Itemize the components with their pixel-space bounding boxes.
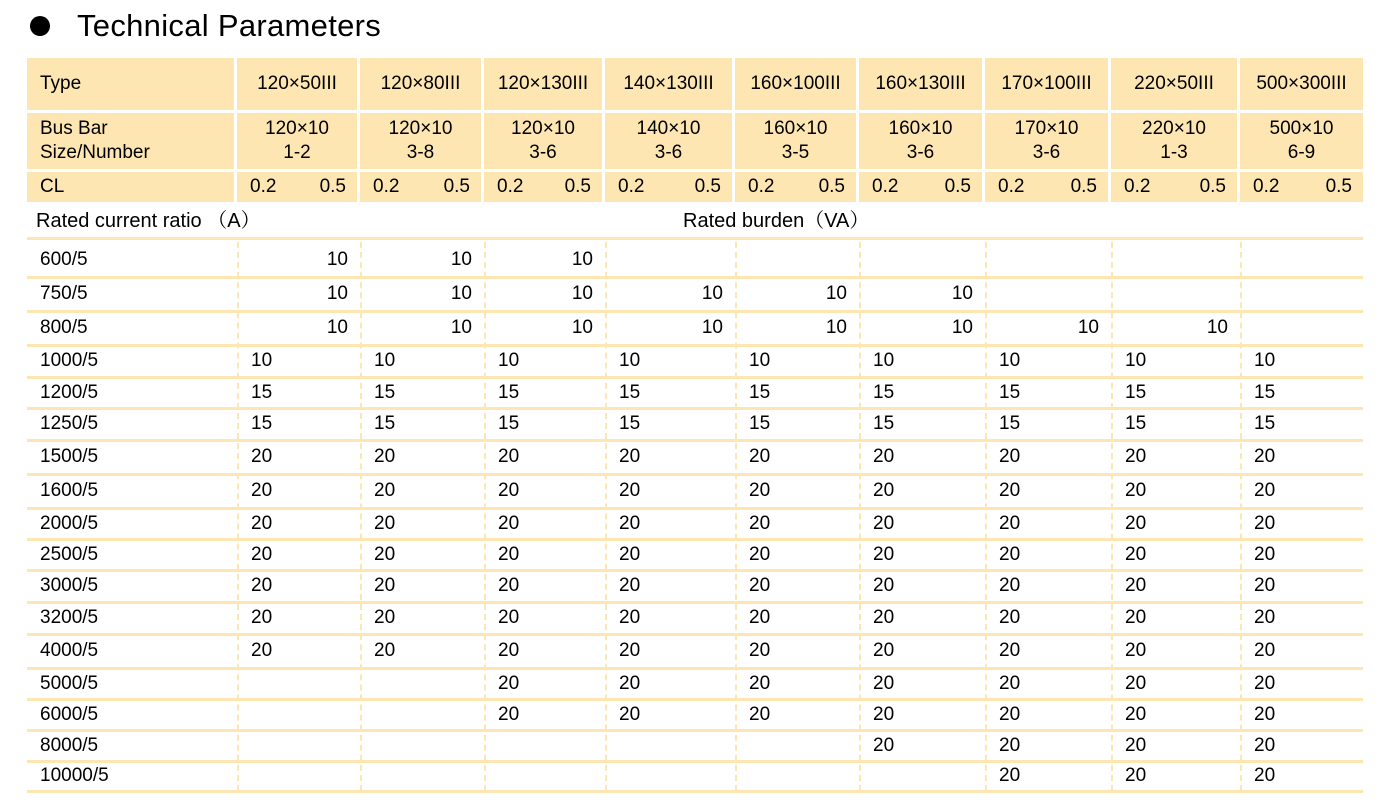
burden-value: 20 [1125,672,1147,694]
table-row [27,279,1363,309]
header-row-type [27,58,1363,110]
type-header-8: 500×300III [1240,58,1363,110]
burden-value [360,701,484,728]
cl-cell-5 [859,172,982,202]
busbar-cell-6 [985,113,1108,169]
burden-value: 20 [999,607,1021,628]
cl-value-0.5: 0.5 [1070,176,1097,197]
busbar-cell-8 [1240,113,1363,169]
burden-value: 20 [999,512,1021,534]
burden-value: 15 [498,381,520,403]
burden-value: 10 [374,350,396,371]
table-row [27,379,1363,406]
burden-value [237,670,360,697]
page-title: Technical Parameters [77,8,382,43]
cl-value-0.5: 0.5 [944,176,971,197]
cl-value-0.2: 0.2 [497,176,524,197]
burden-value: 20 [999,640,1021,661]
table-row [27,442,1363,472]
type-header-5: 160×130III [859,58,982,110]
burden-value: 20 [1254,512,1276,534]
rated-burden-label: Rated burden（VA） [683,210,870,232]
busbar-number: 6-9 [1287,142,1316,163]
burden-value: 15 [749,413,771,434]
burden-value: 20 [1254,446,1276,467]
burden-value [1111,245,1240,275]
busbar-cell-5 [859,113,982,169]
table-row [27,476,1363,506]
burden-value: 10 [951,317,973,338]
table-row [27,701,1363,728]
burden-value [605,732,735,759]
burden-value: 20 [1125,446,1147,467]
burden-value: 15 [1254,413,1276,434]
ratio-label: 4000/5 [40,640,99,661]
burden-value: 20 [999,446,1021,467]
table-row [27,604,1363,632]
cl-cell-0 [237,172,357,202]
burden-value: 20 [873,512,895,534]
burden-value: 20 [498,703,520,725]
burden-value: 15 [873,413,895,434]
ratio-label: 3200/5 [40,607,99,628]
burden-value [484,763,605,789]
type-label: Type [27,58,234,110]
burden-value: 20 [619,480,641,501]
cl-value-0.5: 0.5 [1199,176,1226,197]
burden-value: 20 [498,640,520,661]
burden-value [605,245,735,275]
burden-value: 20 [374,480,396,501]
burden-value: 10 [1254,350,1276,371]
burden-value: 20 [251,543,273,565]
header-row-cl [27,172,1363,202]
cl-cell-4 [735,172,856,202]
burden-value: 20 [1254,765,1276,786]
busbar-cell-0 [237,113,357,169]
burden-value: 20 [873,446,895,467]
row-divider [27,237,1363,240]
burden-value: 20 [873,575,895,596]
ratio-label: 1600/5 [40,480,99,501]
ratio-label: 600/5 [40,249,88,270]
burden-value: 10 [873,350,895,371]
burden-value: 15 [1125,413,1147,434]
burden-value: 10 [825,283,847,304]
burden-value: 20 [873,672,895,694]
burden-value: 20 [999,480,1021,501]
burden-value [1240,245,1363,275]
table-row [27,763,1363,789]
row-divider [27,790,1363,793]
burden-value: 20 [1254,672,1276,694]
burden-value: 15 [619,381,641,403]
burden-value: 20 [1125,640,1147,661]
burden-value: 10 [450,249,472,270]
burden-value: 20 [1254,543,1276,565]
burden-value: 20 [999,575,1021,596]
type-header-4: 160×100III [735,58,856,110]
burden-value: 20 [1125,543,1147,565]
busbar-cell-7 [1111,113,1237,169]
burden-value: 15 [873,381,895,403]
ratio-label: 1000/5 [40,350,99,371]
burden-value: 20 [1125,734,1147,756]
busbar-label-line1: Bus Bar [40,118,108,139]
cl-value-0.2: 0.2 [872,176,899,197]
burden-value: 10 [326,283,348,304]
busbar-number: 3-6 [529,142,557,163]
cl-value-0.2: 0.2 [373,176,400,197]
burden-value: 15 [999,381,1021,403]
burden-value: 20 [873,734,895,756]
burden-value: 20 [619,512,641,534]
burden-value: 15 [749,381,771,403]
table-row [27,313,1363,343]
burden-value [1240,313,1363,343]
burden-value: 10 [999,350,1021,371]
burden-value: 20 [749,640,771,661]
burden-value: 20 [999,703,1021,725]
burden-value: 20 [749,480,771,501]
burden-value: 20 [1254,703,1276,725]
busbar-cell-1 [360,113,481,169]
burden-value: 10 [571,249,593,270]
cl-cell-1 [360,172,481,202]
busbar-cell-3 [605,113,732,169]
header-row-busbar [27,113,1363,169]
type-header-3: 140×130III [605,58,732,110]
burden-value: 20 [251,512,273,534]
cl-value-0.5: 0.5 [694,176,721,197]
burden-value: 10 [1077,317,1099,338]
type-header-0: 120×50III [237,58,357,110]
burden-value: 20 [749,607,771,628]
burden-value: 20 [1254,480,1276,501]
cl-cell-2 [484,172,602,202]
burden-value: 20 [374,575,396,596]
burden-value: 15 [1254,381,1276,403]
burden-value [735,763,859,789]
cl-value-0.5: 0.5 [319,176,346,197]
burden-value: 20 [749,512,771,534]
burden-value: 20 [498,575,520,596]
burden-value: 10 [498,350,520,371]
burden-value: 15 [619,413,641,434]
burden-value: 20 [749,543,771,565]
burden-value [985,279,1111,309]
type-header-7: 220×50III [1111,58,1237,110]
burden-value [1240,279,1363,309]
cl-value-0.5: 0.5 [818,176,845,197]
burden-value: 20 [619,640,641,661]
burden-value: 20 [1125,575,1147,596]
burden-value: 20 [873,640,895,661]
cl-value-0.2: 0.2 [618,176,645,197]
burden-value [360,732,484,759]
burden-value: 20 [873,607,895,628]
type-header-6: 170×100III [985,58,1108,110]
burden-value: 10 [701,283,723,304]
burden-value: 20 [749,575,771,596]
burden-value: 20 [374,512,396,534]
burden-value: 10 [251,350,273,371]
cl-value-0.2: 0.2 [250,176,277,197]
busbar-label-line2: Size/Number [40,142,150,163]
table-row [27,541,1363,568]
cl-value-0.5: 0.5 [1325,176,1352,197]
table-row [27,510,1363,537]
burden-value: 20 [619,543,641,565]
busbar-number: 1-3 [1160,142,1188,163]
burden-value: 20 [999,672,1021,694]
burden-value: 20 [498,543,520,565]
burden-value: 15 [498,413,520,434]
cl-value-0.2: 0.2 [748,176,775,197]
cl-cell-8 [1240,172,1363,202]
busbar-cell-4 [735,113,856,169]
burden-value [1111,279,1240,309]
burden-value: 20 [1125,765,1147,786]
burden-value: 15 [374,381,396,403]
table-row [27,245,1363,275]
burden-value: 20 [619,575,641,596]
burden-value: 10 [326,249,348,270]
burden-value [735,245,859,275]
burden-value: 15 [251,381,273,403]
burden-value: 20 [251,446,273,467]
busbar-label [27,113,234,169]
burden-value: 20 [374,640,396,661]
burden-value: 10 [450,283,472,304]
ratio-label: 800/5 [40,317,88,338]
burden-value: 20 [619,446,641,467]
burden-value: 10 [571,283,593,304]
busbar-size: 140×10 [636,118,701,139]
burden-value: 10 [1125,350,1147,371]
burden-value: 20 [374,543,396,565]
burden-value [859,763,985,789]
burden-value: 20 [1125,480,1147,501]
burden-value: 10 [326,317,348,338]
busbar-number: 3-6 [654,142,683,163]
cl-value-0.2: 0.2 [1253,176,1280,197]
busbar-size: 220×10 [1142,118,1206,139]
cl-cell-6 [985,172,1108,202]
burden-value: 20 [1125,512,1147,534]
ratio-label: 1250/5 [40,413,99,434]
burden-value: 20 [619,607,641,628]
burden-value: 20 [251,640,273,661]
section-title [30,4,381,48]
burden-value: 20 [999,543,1021,565]
ratio-label: 8000/5 [40,734,99,756]
burden-value [859,245,985,275]
cl-cell-7 [1111,172,1237,202]
busbar-number: 3-5 [781,142,810,163]
busbar-size: 160×10 [763,118,828,139]
type-header-1: 120×80III [360,58,481,110]
table-row [27,572,1363,600]
busbar-number: 3-6 [1032,142,1061,163]
table-row [27,670,1363,697]
burden-value: 20 [498,607,520,628]
burden-value [735,732,859,759]
burden-value: 20 [498,480,520,501]
burden-value: 20 [873,543,895,565]
burden-value: 10 [1206,317,1228,338]
burden-value [360,670,484,697]
type-header-2: 120×130III [484,58,602,110]
burden-value: 20 [999,765,1021,786]
burden-value [360,763,484,789]
burden-value: 10 [450,317,472,338]
ratio-label: 5000/5 [40,672,99,694]
busbar-size: 120×10 [511,118,575,139]
burden-value [605,763,735,789]
burden-value: 20 [251,575,273,596]
busbar-cell-2 [484,113,602,169]
burden-value: 20 [374,607,396,628]
ratio-label: 2000/5 [40,512,99,534]
burden-value: 20 [749,446,771,467]
busbar-size: 170×10 [1014,118,1079,139]
ratio-label: 6000/5 [40,703,99,725]
rated-current-label: Rated current ratio （A） [36,210,261,232]
cl-value-0.5: 0.5 [564,176,591,197]
burden-value: 20 [1254,607,1276,628]
burden-value: 10 [825,317,847,338]
table-row [27,347,1363,375]
burden-value: 15 [999,413,1021,434]
burden-value: 20 [251,480,273,501]
burden-value [237,763,360,789]
burden-value: 20 [498,672,520,694]
table-row [27,732,1363,759]
cl-value-0.5: 0.5 [443,176,470,197]
burden-value: 10 [571,317,593,338]
burden-value: 20 [1254,575,1276,596]
burden-value: 10 [749,350,771,371]
burden-value: 20 [498,446,520,467]
burden-value: 20 [498,512,520,534]
busbar-number: 1-2 [283,142,311,163]
busbar-number: 3-6 [906,142,935,163]
burden-value: 20 [619,703,641,725]
busbar-size: 120×10 [388,118,453,139]
burden-value [237,732,360,759]
burden-value [237,701,360,728]
burden-value: 20 [873,480,895,501]
burden-value: 20 [873,703,895,725]
burden-value: 20 [749,672,771,694]
bullet-icon [30,16,50,36]
burden-value: 10 [701,317,723,338]
burden-value: 10 [951,283,973,304]
table-row [27,410,1363,438]
burden-value: 20 [999,734,1021,756]
burden-value: 20 [1254,640,1276,661]
burden-value: 15 [1125,381,1147,403]
ratio-label: 1500/5 [40,446,99,467]
busbar-number: 3-8 [406,142,435,163]
cl-label: CL [27,172,234,202]
busbar-size: 160×10 [888,118,953,139]
cl-value-0.2: 0.2 [998,176,1025,197]
burden-value: 15 [251,413,273,434]
ratio-label: 10000/5 [40,765,109,786]
ratio-label: 1200/5 [40,381,99,403]
cl-cell-3 [605,172,732,202]
burden-value: 20 [374,446,396,467]
busbar-size: 120×10 [265,118,329,139]
burden-value [484,732,605,759]
burden-value: 20 [251,607,273,628]
burden-value: 15 [374,413,396,434]
ratio-label: 3000/5 [40,575,99,596]
burden-value: 20 [749,703,771,725]
burden-value: 10 [619,350,641,371]
cl-value-0.2: 0.2 [1124,176,1151,197]
ratio-label: 2500/5 [40,543,99,565]
burden-value: 20 [1125,607,1147,628]
busbar-label-text [40,117,150,165]
burden-value: 20 [619,672,641,694]
burden-value: 20 [1254,734,1276,756]
burden-value: 20 [1125,703,1147,725]
ratio-label: 750/5 [40,283,88,304]
burden-value [985,245,1111,275]
busbar-size: 500×10 [1269,118,1334,139]
table-row [27,636,1363,666]
